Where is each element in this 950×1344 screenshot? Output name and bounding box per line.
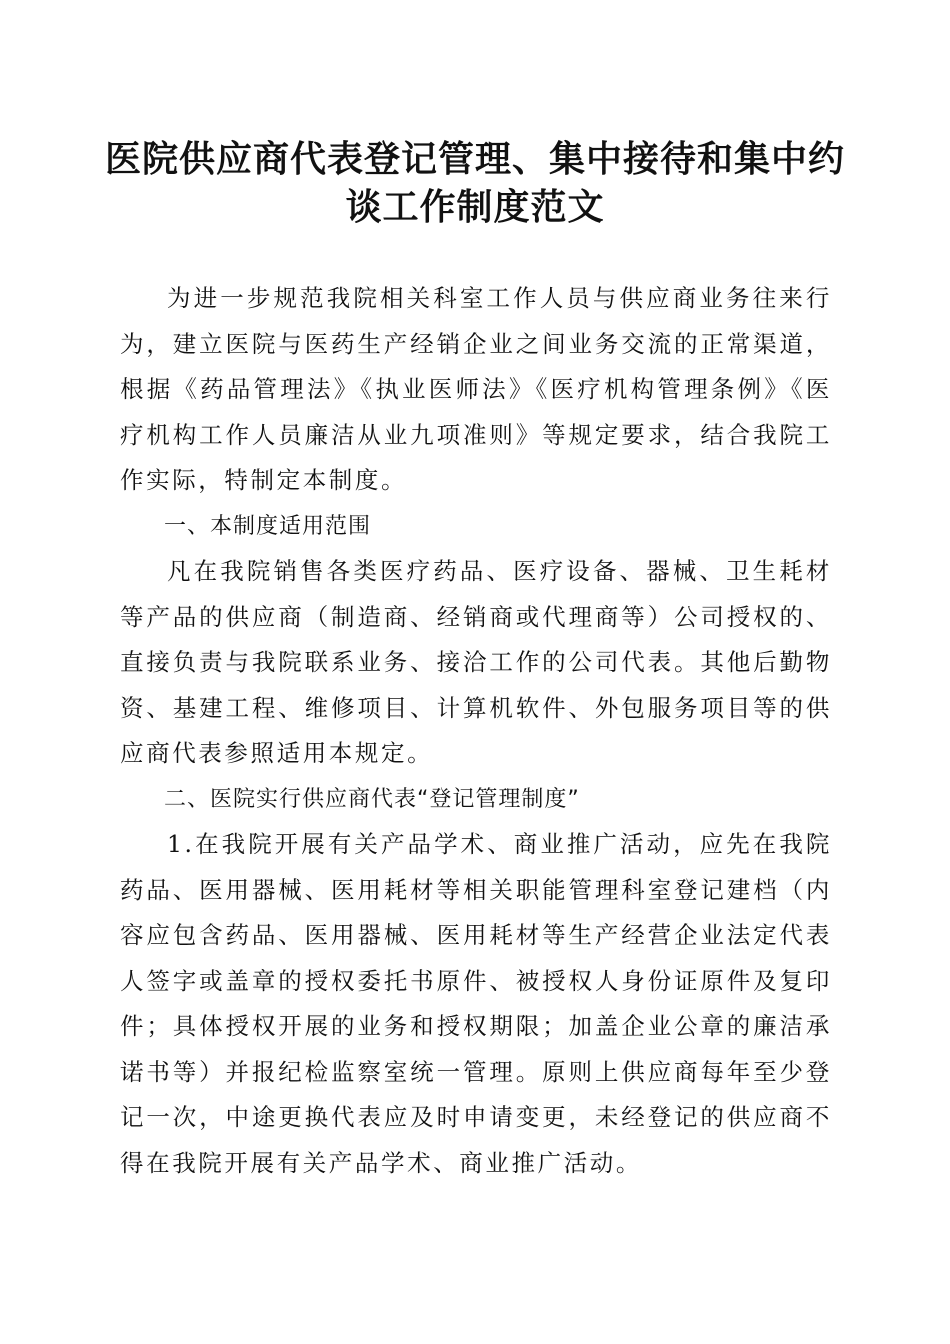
section-2-item-1: 1.在我院开展有关产品学术、商业推广活动，应先在我院药品、医用器械、医用耗材等相关职能管理科室登记建档（内容应包含药品、医用器械、医用耗材等生产经营企业法定代表人签字或盖章的授权委托书原件、被授权人身份证原件及复印件；具体授权开展的业务和授权期限；加盖企业公章的廉洁承诺书等）并报纪检监察室统一管理。原则上供应商每年至少登记一次，中途更换代表应及时申请变更，未经登记的供应商不得在我院开展有关产品学术、商业推广活动。	[120, 830, 832, 1177]
document-title-line-2: 谈工作制度范文	[345, 186, 605, 228]
intro-paragraph: 为进一步规范我院相关科室工作人员与供应商业务往来行为，建立医院与医药生产经销企业之间业务交流的正常渠道，根据《药品管理法》《执业医师法》《医疗机构管理条例》《医疗机构工作人员廉洁从业九项准则》等规定要求，结合我院工作实际，特制定本制度。	[120, 284, 832, 494]
section-1-heading: 一、本制度适用范围	[164, 513, 372, 539]
document-title-line-1: 医院供应商代表登记管理、集中接待和集中约	[104, 138, 845, 180]
document-body	[120, 276, 832, 1186]
section-1-paragraph: 凡在我院销售各类医疗药品、医疗设备、器械、卫生耗材等产品的供应商（制造商、经销商或代理商等）公司授权的、直接负责与我院联系业务、接洽工作的公司代表。其他后勤物资、基建工程、维修项目、计算机软件、外包服务项目等的供应商代表参照适用本规定。	[120, 557, 832, 767]
section-2-heading: 二、医院实行供应商代表“登记管理制度”	[164, 786, 580, 812]
